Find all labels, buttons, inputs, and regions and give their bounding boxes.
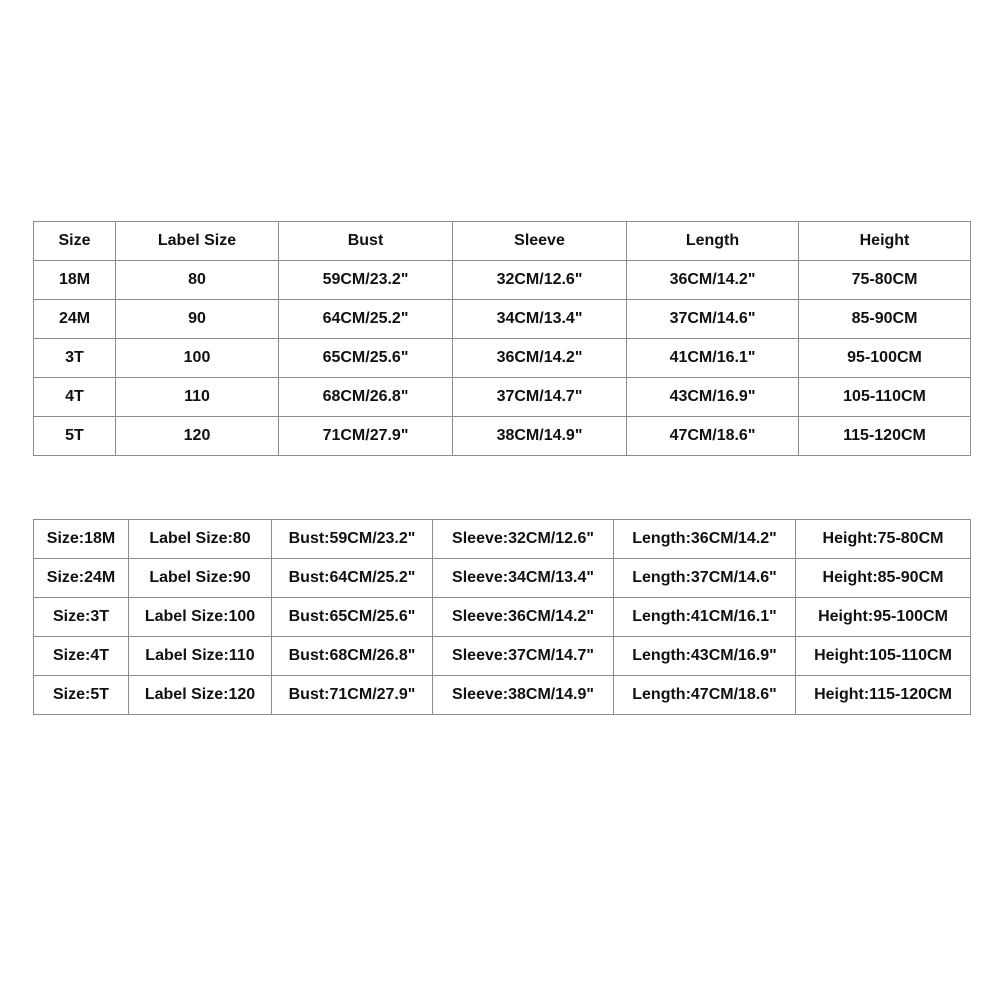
- table-cell: 80: [116, 261, 279, 300]
- table-row: [34, 300, 971, 339]
- table-cell: 3T: [34, 339, 116, 378]
- table-cell: 105-110CM: [799, 378, 971, 417]
- table-cell: Sleeve:34CM/13.4": [433, 559, 614, 598]
- header-cell-sleeve: Sleeve: [453, 222, 627, 261]
- table-cell: Length:37CM/14.6": [614, 559, 796, 598]
- table-cell: 115-120CM: [799, 417, 971, 456]
- table-cell: Length:36CM/14.2": [614, 520, 796, 559]
- table-row: [34, 417, 971, 456]
- table-cell: Sleeve:38CM/14.9": [433, 676, 614, 715]
- table-cell: 32CM/12.6": [453, 261, 627, 300]
- size-chart-table: [33, 221, 971, 456]
- table-cell: 38CM/14.9": [453, 417, 627, 456]
- header-cell-length: Length: [627, 222, 799, 261]
- table-cell: Label Size:120: [129, 676, 272, 715]
- table-cell: 95-100CM: [799, 339, 971, 378]
- table-row: [34, 261, 971, 300]
- table-cell: 75-80CM: [799, 261, 971, 300]
- header-cell-size: Size: [34, 222, 116, 261]
- table-cell: 65CM/25.6": [279, 339, 453, 378]
- table-cell: 43CM/16.9": [627, 378, 799, 417]
- table-cell: Bust:65CM/25.6": [272, 598, 433, 637]
- table-cell: 5T: [34, 417, 116, 456]
- header-cell-height: Height: [799, 222, 971, 261]
- table-row: [34, 598, 971, 637]
- table-cell: 41CM/16.1": [627, 339, 799, 378]
- table-cell: Height:95-100CM: [796, 598, 971, 637]
- table-cell: 37CM/14.7": [453, 378, 627, 417]
- size-list-table: [33, 519, 971, 715]
- table-cell: Height:75-80CM: [796, 520, 971, 559]
- table-row: [34, 637, 971, 676]
- table-cell: 90: [116, 300, 279, 339]
- table-cell: Length:41CM/16.1": [614, 598, 796, 637]
- table-cell: 47CM/18.6": [627, 417, 799, 456]
- table-cell: Size:3T: [34, 598, 129, 637]
- table-cell: Label Size:100: [129, 598, 272, 637]
- table-cell: 36CM/14.2": [627, 261, 799, 300]
- table-cell: 120: [116, 417, 279, 456]
- table-row: [34, 559, 971, 598]
- table-cell: 37CM/14.6": [627, 300, 799, 339]
- table-cell: Sleeve:32CM/12.6": [433, 520, 614, 559]
- table-cell: 36CM/14.2": [453, 339, 627, 378]
- table-cell: 24M: [34, 300, 116, 339]
- table-cell: Label Size:90: [129, 559, 272, 598]
- table-cell: Sleeve:37CM/14.7": [433, 637, 614, 676]
- table-cell: Bust:64CM/25.2": [272, 559, 433, 598]
- table-cell: 68CM/26.8": [279, 378, 453, 417]
- table-cell: 100: [116, 339, 279, 378]
- table-cell: 59CM/23.2": [279, 261, 453, 300]
- table-cell: 64CM/25.2": [279, 300, 453, 339]
- table-row: [34, 676, 971, 715]
- table-cell: Size:4T: [34, 637, 129, 676]
- table-cell: Length:43CM/16.9": [614, 637, 796, 676]
- table-cell: Length:47CM/18.6": [614, 676, 796, 715]
- header-cell-label-size: Label Size: [116, 222, 279, 261]
- table-cell: 4T: [34, 378, 116, 417]
- table-cell: Size:18M: [34, 520, 129, 559]
- table-row: [34, 378, 971, 417]
- table-cell: Size:5T: [34, 676, 129, 715]
- table-cell: 34CM/13.4": [453, 300, 627, 339]
- table-cell: Label Size:110: [129, 637, 272, 676]
- header-cell-bust: Bust: [279, 222, 453, 261]
- table-cell: Size:24M: [34, 559, 129, 598]
- table-cell: Height:85-90CM: [796, 559, 971, 598]
- table-cell: Sleeve:36CM/14.2": [433, 598, 614, 637]
- table-row: [34, 520, 971, 559]
- table-cell: 71CM/27.9": [279, 417, 453, 456]
- table-header-row: [34, 222, 971, 261]
- table-cell: Bust:68CM/26.8": [272, 637, 433, 676]
- table-cell: 18M: [34, 261, 116, 300]
- table-cell: Bust:59CM/23.2": [272, 520, 433, 559]
- table-row: [34, 339, 971, 378]
- table-cell: Height:115-120CM: [796, 676, 971, 715]
- table-cell: 110: [116, 378, 279, 417]
- table-cell: Bust:71CM/27.9": [272, 676, 433, 715]
- table-cell: 85-90CM: [799, 300, 971, 339]
- table-cell: Label Size:80: [129, 520, 272, 559]
- table-cell: Height:105-110CM: [796, 637, 971, 676]
